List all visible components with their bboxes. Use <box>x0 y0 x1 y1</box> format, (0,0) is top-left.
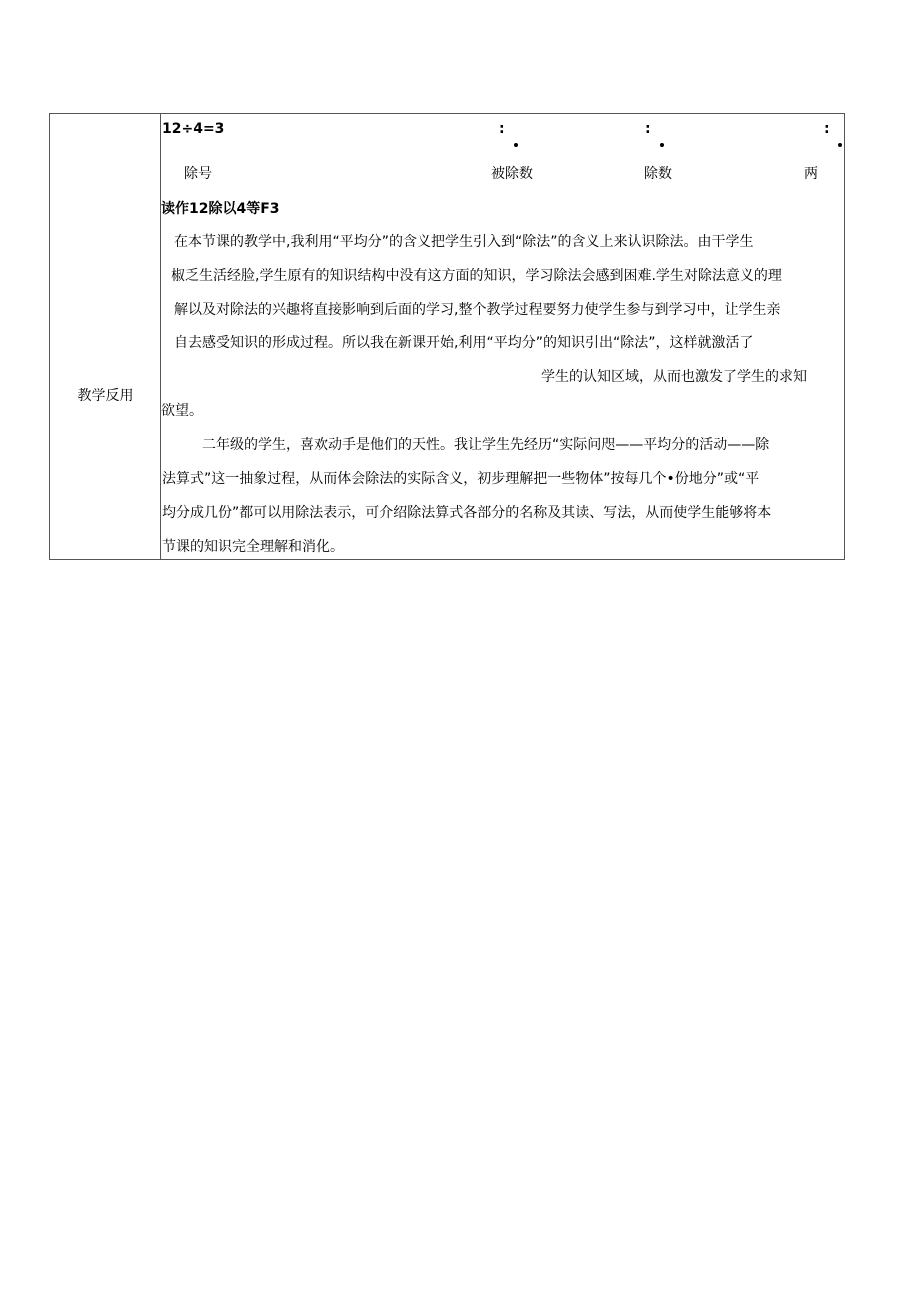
label-cell <box>50 114 161 559</box>
paragraph2-line2: 法算式”这一抽象过程，从而体会除法的实际含义，初步理解把一些物体”按每几个•份地分”或“平 <box>162 471 760 487</box>
divide-sign-label: 除号 <box>184 166 212 182</box>
paragraph2-line4: 节课的知识完全理解和消化。 <box>162 539 344 555</box>
quotient-marker: : <box>824 121 830 137</box>
paragraph1-line1: 在本节课的教学中,我利用“平均分”的含义把学生引入到“除法”的含义上来认识除法。由干学生 <box>174 234 754 250</box>
equation: 12÷4=3 <box>162 121 225 137</box>
paragraph1-line6: 欲望。 <box>161 403 203 419</box>
dividend-marker: : <box>499 121 505 137</box>
dividend-label: 被除数 <box>491 166 533 182</box>
content-cell <box>161 114 844 559</box>
row-label: 教学反用 <box>77 388 134 404</box>
paragraph2-line1: 二年级的学生，喜欢动手是他们的天性。我让学生先经历“实际问咫——平均分的活动——除 <box>202 437 770 453</box>
paragraph1-line5: 学生的认知区域，从而也激发了学生的求知 <box>541 369 807 385</box>
reading-line: 读作12除以4等F3 <box>161 201 280 217</box>
paragraph1-line4: 自去感受知识的形成过程。所以我在新课开始,利用“平均分”的知识引出“除法”，这样就激活了 <box>174 335 754 351</box>
paragraph2-line3: 均分成几份”都可以用除法表示，可介绍除法算式各部分的名称及其读、写法，从而使学生能够将本 <box>162 505 772 521</box>
dividend-dot <box>514 143 518 147</box>
divisor-label: 除数 <box>644 166 672 182</box>
quotient-label: 两 <box>804 166 818 182</box>
divisor-dot <box>660 143 664 147</box>
reflection-table <box>49 113 845 560</box>
paragraph1-line3: 解以及对除法的兴趣将直接影响到后面的学习,整个教学过程要努力使学生参与到学习中，让学生亲 <box>174 302 781 318</box>
quotient-dot <box>838 143 842 147</box>
paragraph1-line2: 椒乏生活经脸,学生原有的知识结构中没有这方面的知识，学习除法会感到困难.学生对除法意义的理 <box>171 268 782 284</box>
divisor-marker: : <box>645 121 651 137</box>
